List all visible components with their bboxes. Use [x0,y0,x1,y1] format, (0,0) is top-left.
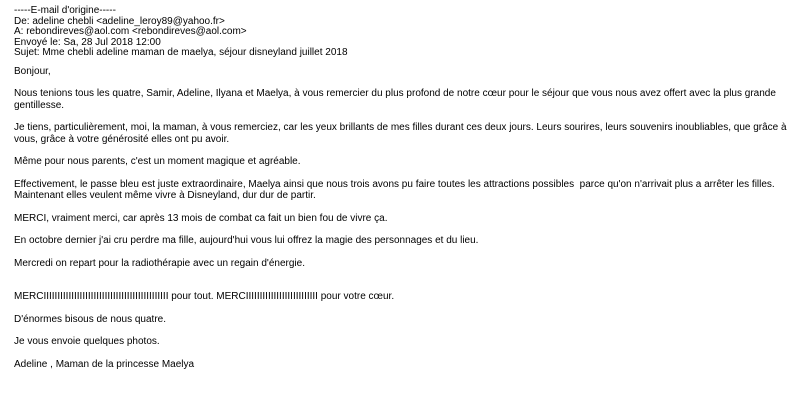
from-line: De: adeline chebli <adeline_leroy89@yahoo.fr> [14,15,225,27]
body-paragraph: Même pour nous parents, c'est un moment magique et agréable. [14,156,301,167]
body-paragraph: Je vous envoie quelques photos. [14,336,160,347]
original-email-separator: -----E-mail d'origine----- [14,5,116,16]
body-paragraph: MERCIIIIIIIIIIIIIIIIIIIIIIIIIIIIIIIIIIIIIIIIIIIII pour tout. MERCIIIIIIIIIIIIIIIIIIIIIIIIII pour votre cœur. [14,291,395,302]
body-paragraph: Effectivement, le passe bleu est juste extraordinaire, Maelya ainsi que nous trois avons pu faire toutes les attractions possibles parce qu'on n'arrivait plus a arrêter les filles. Maintenant elles veulent même vivre à Disneyland, dur dur de partir. [14,178,778,201]
greeting: Bonjour, [14,65,51,77]
original-email-header [14,6,790,59]
sent-date-line: Envoyé le: Sa, 28 Jul 2018 12:00 [14,36,161,48]
body-paragraph: MERCI, vraiment merci, car après 13 mois de combat ca fait un bien fou de vivre ça. [14,212,388,224]
signature: Adeline , Maman de la princesse Maelya [14,358,195,370]
body-paragraph: D'énormes bisous de nous quatre. [14,313,166,325]
email-body [14,66,790,371]
subject-line: Sujet: Mme chebli adeline maman de maelya, séjour disneyland juillet 2018 [14,47,348,58]
body-paragraph: Je tiens, particulièrement, moi, la maman, à vous remerciez, car les yeux brillants de mes filles durant ces deux jours. Leurs sourires, leurs souvenirs inoubliables, que grâce à vous, grâce à votre générosité elles ont pu avoir. [14,122,790,145]
email-message [14,6,790,381]
body-paragraph: Mercredi on repart pour la radiothérapie avec un regain d'énergie. [14,257,305,269]
body-paragraph: Nous tenions tous les quatre, Samir, Adeline, Ilyana et Maelya, à vous remercier du plus profond de notre cœur pour le séjour que vous nous avez offert avec la plus grande gentillesse. [14,88,779,111]
body-paragraph: En octobre dernier j'ai cru perdre ma fille, aujourd'hui vous lui offrez la magie des personnages et du lieu. [14,235,479,246]
to-line: A: rebondireves@aol.com <rebondireves@aol.com> [14,26,247,37]
